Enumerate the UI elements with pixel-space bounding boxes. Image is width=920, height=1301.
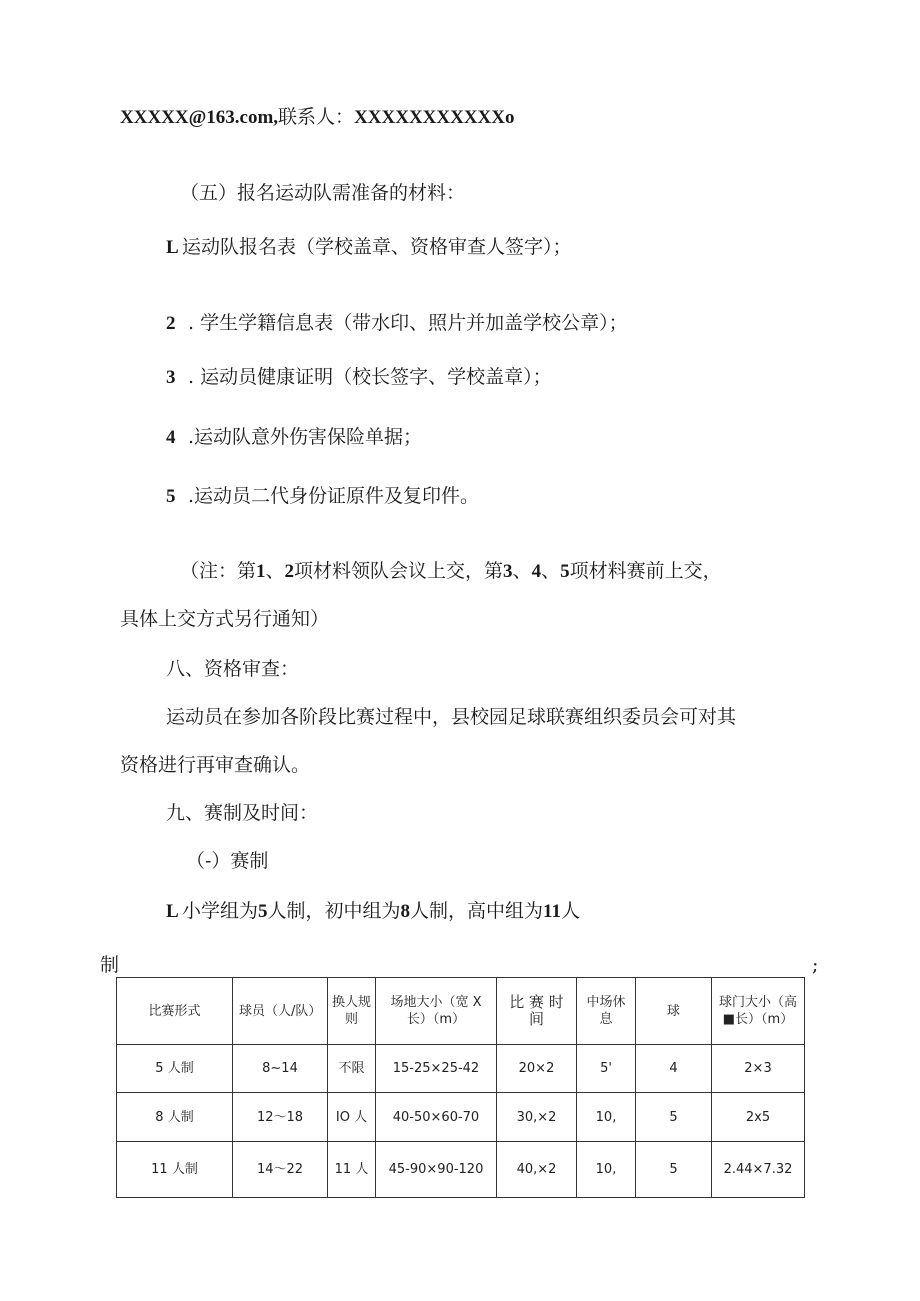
material-item-3: [166, 364, 552, 391]
material-item-5-text: .运动员二代身份证原件及复印件。: [188, 485, 480, 507]
cell-format: 5 人制: [117, 1045, 233, 1093]
cell-ball: 4: [636, 1045, 712, 1093]
material-item-3-num: 3: [166, 367, 176, 388]
cell-time: 40,×2: [497, 1142, 577, 1198]
cell-break: 5': [577, 1045, 636, 1093]
header-time: 比 赛 时 间: [497, 978, 577, 1045]
table-row: [117, 1045, 805, 1093]
cell-format: 11 人制: [117, 1142, 233, 1198]
cell-players: 14～22: [233, 1142, 328, 1198]
table-row: [117, 1142, 805, 1198]
material-item-2-num: 2: [166, 313, 176, 334]
material-item-1-text: 运动队报名表（学校盖章、资格审查人签字）；: [182, 236, 572, 258]
table-header-row: [117, 978, 805, 1045]
contact-value: XXXXXXXXXXXo: [354, 107, 515, 128]
header-ball: 球: [636, 978, 712, 1045]
note-n1: 1: [256, 561, 266, 582]
header-subs: 换人规则: [328, 978, 376, 1045]
material-item-2: [166, 310, 628, 337]
contact-email: XXXXX@163.com,: [120, 107, 279, 128]
material-item-4-text: .运动队意外伤害保险单据；: [188, 426, 423, 448]
schedule-subheading: （-）赛制: [186, 850, 269, 872]
material-item-4-num: 4: [166, 427, 176, 448]
header-field: 场地大小（宽 X 长）（m）: [376, 978, 497, 1045]
schedule-rule-semicolon: ;: [812, 954, 819, 976]
qualification-heading: 八、资格审查：: [166, 658, 300, 680]
header-break: 中场休息: [577, 978, 636, 1045]
contact-line: [120, 104, 515, 131]
cell-goal: 2.44×7.32: [712, 1142, 805, 1198]
materials-note-line2: 具体上交方式另行通知）: [120, 608, 330, 630]
cell-format: 8 人制: [117, 1093, 233, 1142]
cell-goal: 2x5: [712, 1093, 805, 1142]
rule-prefix: L: [166, 901, 179, 922]
note-sep2: 、: [512, 560, 532, 582]
cell-time: 30,×2: [497, 1093, 577, 1142]
cell-break: 10,: [577, 1142, 636, 1198]
rule-n3: 11: [543, 901, 561, 922]
rule-n1: 5: [258, 901, 268, 922]
materials-note-line1: [180, 558, 722, 585]
cell-subs: 11 人: [328, 1142, 376, 1198]
qualification-line2: 资格进行再审查确认。: [120, 754, 311, 776]
schedule-rule-tail: 制: [100, 954, 120, 976]
header-format: 比赛形式: [117, 978, 233, 1045]
cell-field: 40-50×60-70: [376, 1093, 497, 1142]
contact-label: 联系人：: [278, 106, 355, 128]
material-item-2-text: . 学生学籍信息表（带水印、照片并加盖学校公章）；: [188, 312, 628, 334]
cell-subs: IO 人: [328, 1093, 376, 1142]
rule-t1: 小学组为: [182, 900, 259, 922]
note-n2: 2: [284, 561, 295, 582]
note-mid: 项材料领队会议上交，第: [294, 560, 504, 582]
schedule-heading: 九、赛制及时间：: [166, 802, 319, 824]
note-n4: 4: [531, 561, 542, 582]
note-n5: 5: [560, 561, 570, 582]
header-players: 球员（人/队）: [233, 978, 328, 1045]
note-n3: 3: [503, 561, 513, 582]
material-item-1-num: L: [166, 237, 179, 258]
note-sep3: 、: [541, 560, 561, 582]
material-item-4: [166, 424, 422, 451]
schedule-rule: [166, 898, 580, 925]
cell-time: 20×2: [497, 1045, 577, 1093]
table-row: [117, 1093, 805, 1142]
header-goal: 球门大小（高■长）（m）: [712, 978, 805, 1045]
cell-ball: 5: [636, 1093, 712, 1142]
cell-field: 45-90×90-120: [376, 1142, 497, 1198]
material-item-5: [166, 483, 479, 510]
cell-field: 15-25×25-42: [376, 1045, 497, 1093]
cell-subs: 不限: [328, 1045, 376, 1093]
qualification-line1: 运动员在参加各阶段比赛过程中，县校园足球联赛组织委员会可对其: [166, 706, 737, 728]
note-suffix: 项材料赛前上交，: [569, 560, 722, 582]
material-item-5-num: 5: [166, 486, 176, 507]
rule-t2: 人制，初中组为: [267, 900, 401, 922]
cell-ball: 5: [636, 1142, 712, 1198]
cell-players: 8~14: [233, 1045, 328, 1093]
note-sep1: 、: [265, 560, 285, 582]
cell-goal: 2×3: [712, 1045, 805, 1093]
materials-heading: （五）报名运动队需准备的材料：: [180, 182, 466, 204]
rule-t4: 人: [561, 900, 581, 922]
cell-break: 10,: [577, 1093, 636, 1142]
material-item-1: [166, 234, 572, 261]
cell-players: 12～18: [233, 1093, 328, 1142]
rule-n2: 8: [400, 901, 411, 922]
note-prefix: （注：第: [180, 560, 257, 582]
match-format-table: [116, 977, 805, 1198]
material-item-3-text: . 运动员健康证明（校长签字、学校盖章）；: [188, 366, 552, 388]
rule-t3: 人制，高中组为: [410, 900, 544, 922]
